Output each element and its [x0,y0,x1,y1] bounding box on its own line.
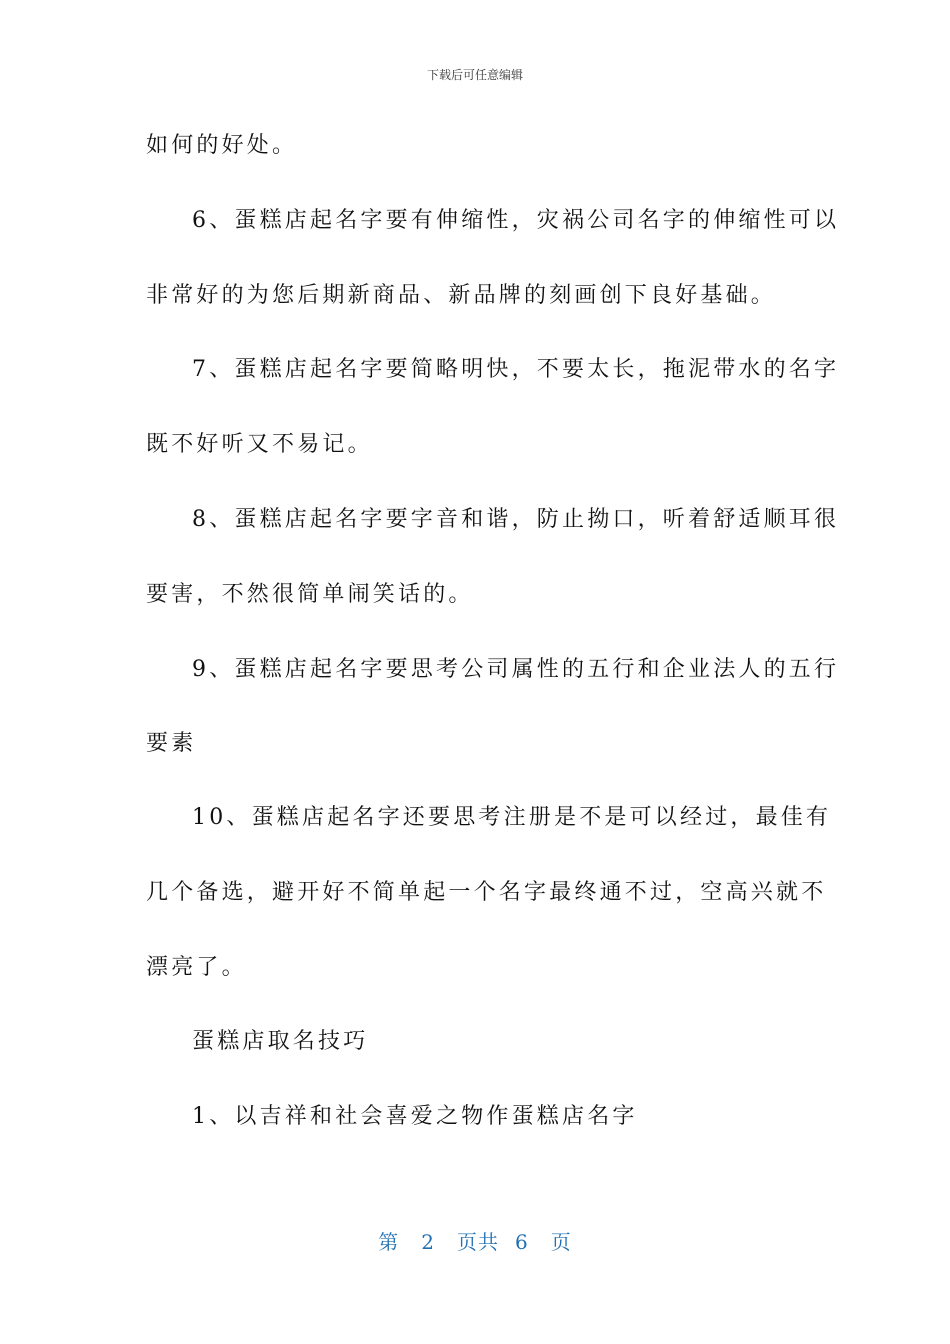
footer-suffix: 页 [550,1230,572,1254]
section-heading: 蛋糕店取名技巧 [192,1029,369,1054]
paragraph-line: 几个备选，避开好不简单起一个名字最终通不过，空高兴就不 [146,880,827,905]
paragraph-line: 1、以吉祥和社会喜爱之物作蛋糕店名字 [192,1104,638,1129]
paragraph-line: 要害，不然很简单闹笑话的。 [146,582,474,607]
current-page-number: 2 [421,1230,435,1254]
paragraph-line: 非常好的为您后期新商品、新品牌的刻画创下良好基础。 [146,283,777,308]
page-footer [0,1226,950,1255]
total-pages-number: 6 [515,1230,529,1254]
paragraph-line: 既不好听又不易记。 [146,432,373,457]
footer-prefix: 第 [378,1230,400,1254]
paragraph-line: 8、蛋糕店起名字要字音和谐，防止拗口，听着舒适顺耳很 [192,507,840,532]
paragraph-line: 7、蛋糕店起名字要简略明快，不要太长，拖泥带水的名字 [192,357,840,382]
paragraph-line: 如何的好处。 [146,133,298,158]
paragraph-line: 10、蛋糕店起名字还要思考注册是不是可以经过，最佳有 [192,805,832,830]
footer-middle: 页共 [457,1230,499,1254]
paragraph-line: 9、蛋糕店起名字要思考公司属性的五行和企业法人的五行 [192,657,840,682]
header-note: 下载后可任意编辑 [426,68,523,82]
paragraph-line: 漂亮了。 [146,955,247,980]
paragraph-line: 要素 [146,731,197,756]
paragraph-line: 6、蛋糕店起名字要有伸缩性，灾祸公司名字的伸缩性可以 [192,208,840,233]
